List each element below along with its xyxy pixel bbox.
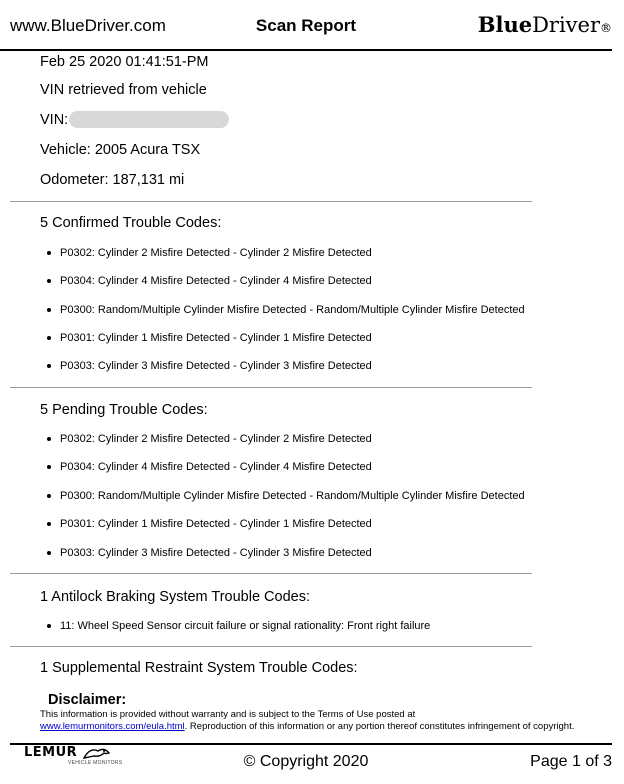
- section-divider: [10, 201, 532, 202]
- pending-code-item: [47, 518, 372, 530]
- scan-datetime: Feb 25 2020 01:41:51-PM: [40, 54, 209, 70]
- report-title: Scan Report: [255, 16, 357, 35]
- bullet-icon: [47, 308, 51, 312]
- bullet-icon: [47, 279, 51, 283]
- vin-row: [40, 111, 229, 128]
- bullet-icon: [47, 251, 51, 255]
- code-text: P0300: Random/Multiple Cylinder Misfire Detected - Random/Multiple Cylinder Misfire Detected: [60, 304, 525, 316]
- section-divider: [10, 387, 532, 388]
- page-number: Page 1 of 3: [530, 753, 612, 770]
- brand-bold: Blue: [477, 12, 533, 37]
- bullet-icon: [47, 465, 51, 469]
- lemur-logo-subtitle: VEHICLE MONITORS: [68, 760, 123, 766]
- vin-source: VIN retrieved from vehicle: [40, 82, 207, 98]
- code-text: P0301: Cylinder 1 Misfire Detected - Cylinder 1 Misfire Detected: [60, 332, 372, 344]
- confirmed-code-item: [47, 360, 372, 372]
- code-text: P0303: Cylinder 3 Misfire Detected - Cylinder 3 Misfire Detected: [60, 547, 372, 559]
- pending-code-item: [47, 547, 372, 559]
- disclaimer-text-end: . Reproduction of this information or any portion thereof constitutes infringement of copyright.: [184, 720, 575, 732]
- code-text: P0301: Cylinder 1 Misfire Detected - Cylinder 1 Misfire Detected: [60, 518, 372, 530]
- disclaimer-text-start: This information is provided without warranty and is subject to the Terms of Use posted at: [40, 709, 416, 720]
- vehicle-model: Vehicle: 2005 Acura TSX: [40, 142, 201, 158]
- pending-code-item: [47, 490, 525, 502]
- section-divider: [10, 573, 532, 574]
- abs-codes-title: 1 Antilock Braking System Trouble Codes:: [40, 589, 310, 605]
- bullet-icon: [47, 551, 51, 555]
- bullet-icon: [47, 336, 51, 340]
- brand-mark: ®: [600, 21, 612, 35]
- abs-code-item: [47, 620, 430, 632]
- code-text: P0300: Random/Multiple Cylinder Misfire Detected - Random/Multiple Cylinder Misfire Detected: [60, 490, 525, 502]
- pending-code-item: [47, 433, 372, 445]
- website-url: www.BlueDriver.com: [10, 16, 166, 35]
- eula-link[interactable]: www.lemurmonitors.com/eula.html: [40, 720, 185, 732]
- section-divider: [10, 646, 532, 647]
- confirmed-codes-title: 5 Confirmed Trouble Codes:: [40, 215, 222, 231]
- lemur-logo-word: LEMUR: [24, 745, 78, 760]
- disclaimer-text: [40, 709, 590, 732]
- confirmed-code-item: [47, 275, 372, 287]
- pending-codes-title: 5 Pending Trouble Codes:: [40, 402, 208, 418]
- confirmed-code-item: [47, 247, 372, 259]
- bullet-icon: [47, 522, 51, 526]
- copyright: © Copyright 2020: [243, 753, 369, 770]
- bullet-icon: [47, 494, 51, 498]
- confirmed-code-item: [47, 332, 372, 344]
- bullet-icon: [47, 624, 51, 628]
- header-divider: [0, 49, 612, 51]
- bluedriver-logo: [478, 12, 612, 37]
- code-text: P0304: Cylinder 4 Misfire Detected - Cylinder 4 Misfire Detected: [60, 461, 372, 473]
- disclaimer-title: Disclaimer:: [48, 692, 127, 708]
- code-text: 11: Wheel Speed Sensor circuit failure or signal rationality: Front right failure: [60, 620, 431, 632]
- bullet-icon: [47, 437, 51, 441]
- vin-redaction: [69, 111, 229, 128]
- confirmed-code-item: [47, 304, 525, 316]
- vin-label: VIN:: [40, 111, 69, 128]
- code-text: P0303: Cylinder 3 Misfire Detected - Cylinder 3 Misfire Detected: [60, 360, 372, 372]
- srs-codes-title: 1 Supplemental Restraint System Trouble Codes:: [40, 660, 358, 676]
- pending-code-item: [47, 461, 372, 473]
- bullet-icon: [47, 364, 51, 368]
- code-text: P0302: Cylinder 2 Misfire Detected - Cylinder 2 Misfire Detected: [60, 433, 372, 445]
- code-text: P0302: Cylinder 2 Misfire Detected - Cylinder 2 Misfire Detected: [60, 247, 372, 259]
- code-text: P0304: Cylinder 4 Misfire Detected - Cylinder 4 Misfire Detected: [60, 275, 372, 287]
- odometer: Odometer: 187,131 mi: [40, 172, 185, 188]
- brand-rest: Driver: [532, 13, 600, 37]
